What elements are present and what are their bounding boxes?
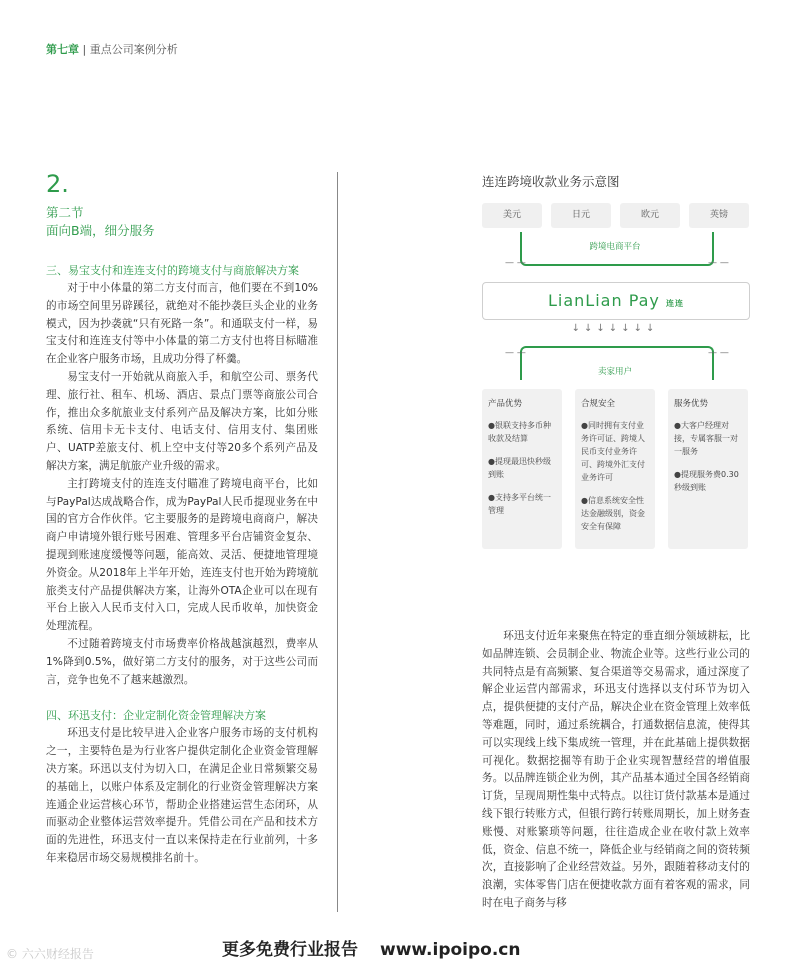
currency-eur: 欧元 bbox=[620, 203, 680, 228]
panel-title: 服务优势 bbox=[674, 399, 709, 409]
chapter-title: 重点公司案例分析 bbox=[89, 43, 178, 56]
paragraph: 环迅支付近年来聚焦在特定的垂直细分领域耕耘，比如品牌连锁、会员制企业、物流企业等。这些行业公司的共同特点是有高频繁、复合渠道等交易需求，通过深度了解企业运营内部需求，环迅支付选择以支付环节为切入点，提供便捷的支付产品，解决企业在资金管理上效率低等难题，同时，通过系统耦合，打通数据信息流，使得其可以实现线上线下集成统一管理，并在此基础上提供数据可视化。数据挖掘等有助于企业实现智慧经营的增值服务。以品牌连锁企业为例，其产品基本通过全国各经销商订货，呈现周期性集中式特点。以往订货付款基本是通过线下银行转账方式，但银行跨行转账周期长，加上财务查账慢、对账繁琐等问题，往往造成企业在收付款上效率低，资金、信息不统一，降低企业与经销商之间的资转频次，直接影响了企业经营效益。另外，跟随着移动支付的浪潮，实体零售门店在便捷收款方面有着客观的需求，同时在电子商务与移 bbox=[482, 630, 750, 909]
lianlian-pay-logo: LianLian Pay 连连 bbox=[548, 291, 684, 310]
section-title: 面向B端，细分服务 bbox=[46, 223, 155, 238]
paragraph: 主打跨境支付的连连支付瞄准了跨境电商平台，比如与PayPal达成战略合作，成为PayPal人民币提现业务在中国的官方合作伙伴。它主要服务的是跨境电商商户，解决商户申请境外银行账号困难、管理多平台店铺资金复杂、提现到账速度缓慢等问题，能高效、灵活、便捷地管理境外资金。从2018年上半年开始，连连支付也开始为跨境航旅类支付产品提供解决方案，让海外OTA企业可以在现有平台上嵌入人民币支付入口，完成人民币收单，加快资金处理流程。 bbox=[46, 477, 318, 633]
left-column bbox=[46, 262, 318, 868]
header-separator: | bbox=[79, 43, 90, 56]
panel-title: 合规安全 bbox=[581, 399, 616, 409]
dash-left: — — bbox=[505, 258, 526, 268]
subhead-ips: 四、环迅支付：企业定制化资金管理解决方案 bbox=[46, 709, 266, 723]
panel-product-advantage bbox=[482, 389, 562, 549]
panel-item: ●支持多平台统一管理 bbox=[488, 493, 551, 515]
paragraph: 环迅支付是比较早进入企业客户服务市场的支付机构之一，主要特色是为行业客户提供定制化企业资金管理解决方案。环迅以支付为切入口，在满足企业日常频繁交易的基础上，以账户体系及定制化的行业资金管理解决方案连通企业运营核心环节，帮助企业搭建运营生态闭环，从而驱动企业整体运营效率提升。凭借公司在产品和技术方面的先进性，环迅支付一直以来保持走在行业前列，十多年来稳居市场交易规模排名前十。 bbox=[46, 727, 318, 864]
footer-text: 更多免费行业报告 bbox=[222, 940, 358, 960]
panel-item: ●提现服务费0.30秒级到账 bbox=[674, 470, 739, 492]
subhead-yeepay-lianlian: 三、易宝支付和连连支付的跨境支付与商旅解决方案 bbox=[46, 264, 299, 277]
users-label: 卖家用户 bbox=[560, 365, 670, 377]
chapter-header bbox=[46, 41, 178, 57]
chapter-number: 第七章 bbox=[46, 43, 79, 56]
panel-title: 产品优势 bbox=[488, 399, 523, 409]
footer-promo bbox=[222, 935, 520, 960]
column-divider bbox=[337, 172, 338, 912]
panel-item: ●大客户经理对接，专属客服一对一服务 bbox=[674, 421, 738, 456]
paragraph: 对于中小体量的第二方支付而言，他们要在不到10%的市场空间里另辟蹊径，就绝对不能抄袭巨头企业的业务模式，因为抄袭就“只有死路一条”。和通联支付一样，易宝支付和连连支付等中小体量的第二方支付也将目标瞄准在企业客户服务市场，且成功分得了杯羹。 bbox=[46, 282, 318, 366]
section-label: 第二节 bbox=[46, 205, 84, 220]
paragraph: 易宝支付一开始就从商旅入手，和航空公司、票务代理、旅行社、租车、机场、酒店、景点门票等商旅公司合作，推出众多航旅业支付系列产品及解决方案，比如分账系统、信用卡无卡支付、电话支付、信用支付、集团账户、UATP差旅支付、机上空中支付等20多个系列产品及解决方案，满足航旅产业升级的需求。 bbox=[46, 370, 318, 472]
section-number: 2. bbox=[46, 170, 69, 198]
dash-right: — — bbox=[708, 348, 729, 358]
panel-compliance bbox=[575, 389, 655, 549]
currency-usd: 美元 bbox=[482, 203, 542, 228]
panel-item: ●提现最迅快秒级到账 bbox=[488, 457, 551, 479]
panel-item: ●同时拥有支付业务许可证、跨境人民币支付业务许可、跨境外汇支付业务许可 bbox=[581, 421, 645, 482]
panel-item: ●银联支持多币种收款及结算 bbox=[488, 421, 551, 443]
watermark: © 六六财经报告 bbox=[6, 947, 94, 961]
paragraph: 不过随着跨境支付市场费率价格战越演越烈，费率从1%降到0.5%，做好第二方支付的服务，对于这些公司而言，竞争也免不了越来越激烈。 bbox=[46, 637, 318, 686]
currency-gbp: 英镑 bbox=[689, 203, 749, 228]
panel-service-advantage bbox=[668, 389, 748, 549]
section-heading bbox=[46, 204, 155, 240]
dash-left: — — bbox=[505, 348, 526, 358]
right-column bbox=[482, 628, 750, 913]
panel-item: ●信息系统安全性达金融级别，资金安全有保障 bbox=[581, 496, 645, 531]
currency-jpy: 日元 bbox=[551, 203, 611, 228]
flow-arrows: ↓↓↓↓↓↓↓ bbox=[571, 323, 659, 334]
dash-right: — — bbox=[708, 258, 729, 268]
lianlian-pay-box bbox=[482, 282, 750, 320]
footer-url[interactable]: www.ipoipo.cn bbox=[380, 940, 521, 960]
diagram-title: 连连跨境收款业务示意图 bbox=[482, 174, 620, 189]
platform-label: 跨境电商平台 bbox=[560, 240, 670, 252]
